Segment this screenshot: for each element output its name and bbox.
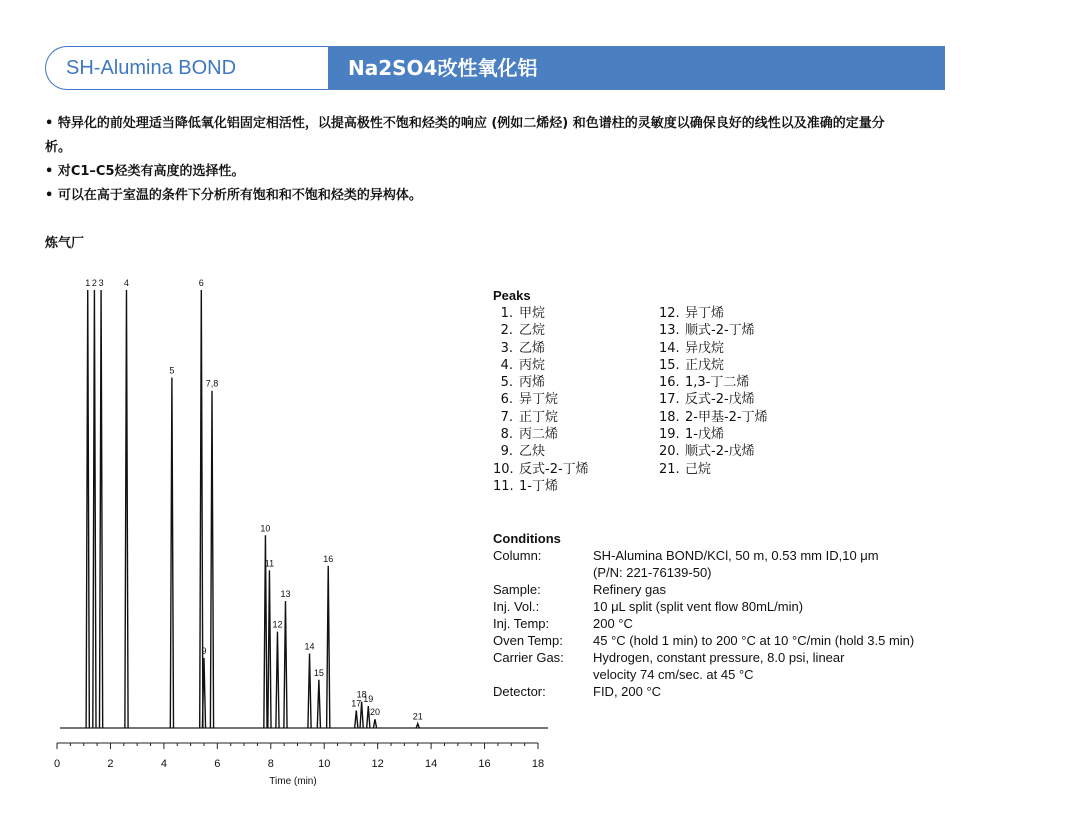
x-tick-label: 16 xyxy=(478,758,491,770)
condition-value-line: 10 μL split (split vent flow 80mL/min) xyxy=(593,599,804,614)
chromatogram-peak xyxy=(327,566,330,728)
condition-label: Inj. Temp: xyxy=(493,616,550,631)
peak-label: 17 xyxy=(351,698,362,709)
peak-number: 20. xyxy=(659,444,680,460)
peak-compound: 丙烯 xyxy=(519,375,546,391)
condition-row xyxy=(493,683,914,700)
conditions-panel xyxy=(493,531,914,700)
peak-compound: 乙炔 xyxy=(519,444,546,460)
peaks-title: Peaks xyxy=(493,288,531,303)
feature-item: • 可以在高于室温的条件下分析所有饱和和不饱和烃类的异构体。 xyxy=(45,188,422,203)
peak-compound: 反式-2-丁烯 xyxy=(519,461,589,477)
peak-compound: 正戊烷 xyxy=(685,357,725,373)
peak-compound: 反式-2-戊烯 xyxy=(685,392,755,408)
condition-value xyxy=(593,649,844,683)
peak-compound: 1-戊烯 xyxy=(685,427,724,443)
x-tick-label: 18 xyxy=(531,758,545,770)
peak-number: 2. xyxy=(500,323,513,339)
peak-legend-item xyxy=(659,305,768,322)
condition-row xyxy=(493,581,914,598)
peak-legend-item xyxy=(493,461,589,478)
condition-value-line: Hydrogen, constant pressure, 8.0 psi, linear xyxy=(593,650,845,665)
chart-subheading: 炼气厂 xyxy=(45,236,85,251)
peak-label: 16 xyxy=(323,553,334,564)
peak-number: 10. xyxy=(493,461,514,477)
chromatogram-peak xyxy=(170,378,173,728)
peak-label: 7,8 xyxy=(205,378,219,389)
x-tick-label: 8 xyxy=(267,758,274,770)
peak-legend-item xyxy=(493,322,589,339)
peak-number: 19. xyxy=(659,427,680,443)
peak-compound: 1,3-丁二烯 xyxy=(685,375,750,391)
condition-value xyxy=(593,632,914,649)
peak-legend-item xyxy=(659,409,768,426)
peak-compound: 丙烷 xyxy=(519,357,546,373)
conditions-title: Conditions xyxy=(493,531,561,546)
peak-label: 21 xyxy=(412,711,423,722)
condition-value xyxy=(593,683,661,700)
condition-value xyxy=(593,598,803,615)
peak-label: 1 xyxy=(85,278,91,288)
peak-label: 15 xyxy=(313,667,324,678)
condition-value xyxy=(593,615,633,632)
peak-label: 20 xyxy=(369,707,381,718)
peak-number: 13. xyxy=(659,323,680,339)
chromatogram-peak xyxy=(99,290,102,728)
peak-legend-item xyxy=(493,443,589,460)
peak-number: 5. xyxy=(500,375,513,391)
peak-number: 12. xyxy=(659,306,680,321)
x-tick-label: 2 xyxy=(107,758,114,770)
chromatogram-peak xyxy=(200,290,203,728)
chromatogram-peak xyxy=(125,290,128,728)
chromatogram-peak xyxy=(276,632,279,728)
peak-label: 5 xyxy=(169,365,175,376)
chromatogram-peak xyxy=(268,570,271,728)
peak-number: 16. xyxy=(659,375,680,391)
condition-value-line: (P/N: 221-76139-50) xyxy=(593,565,712,580)
header-banner xyxy=(45,46,945,90)
peak-label: 13 xyxy=(280,588,291,599)
chromatogram-peak xyxy=(373,719,376,728)
condition-row xyxy=(493,649,914,683)
condition-row xyxy=(493,632,914,649)
peak-label: 4 xyxy=(123,278,129,288)
feature-item: 析。 xyxy=(45,140,72,155)
condition-value xyxy=(593,547,879,581)
peak-legend-item xyxy=(659,426,768,443)
condition-value-line: 200 °C xyxy=(593,616,633,631)
peak-number: 6. xyxy=(500,392,513,408)
condition-label: Carrier Gas: xyxy=(493,650,564,665)
peak-compound: 2-甲基-2-丁烯 xyxy=(685,409,768,425)
peak-legend-item xyxy=(493,426,589,443)
peak-number: 11. xyxy=(493,478,514,494)
peak-label: 2 xyxy=(91,278,97,288)
peak-compound: 1-丁烯 xyxy=(519,478,558,494)
peak-compound: 乙烯 xyxy=(519,340,546,356)
chromatogram-peak xyxy=(284,601,287,728)
peak-label: 12 xyxy=(272,619,283,630)
peak-compound: 顺式-2-丁烯 xyxy=(685,323,755,339)
chromatogram-chart xyxy=(0,270,560,795)
peak-number: 3. xyxy=(500,340,513,356)
x-tick-label: 14 xyxy=(424,758,438,770)
peak-number: 15. xyxy=(659,357,680,373)
product-name-tab: SH-Alumina BOND xyxy=(45,46,349,90)
x-tick-label: 0 xyxy=(53,758,61,770)
condition-value-line: FID, 200 °C xyxy=(593,684,662,699)
feature-list xyxy=(45,112,950,208)
peak-legend-item xyxy=(659,461,768,478)
peak-legend-item xyxy=(493,409,589,426)
x-axis-label: Time (min) xyxy=(269,776,317,787)
condition-row xyxy=(493,547,914,581)
chromatogram-peak xyxy=(86,290,89,728)
peaks-column-1 xyxy=(493,305,589,495)
peaks-column-2 xyxy=(659,305,768,478)
peak-compound: 异丁烷 xyxy=(519,392,559,408)
peak-label: 14 xyxy=(304,641,315,652)
condition-label: Inj. Vol.: xyxy=(493,599,540,614)
peak-legend-item xyxy=(493,374,589,391)
peak-number: 17. xyxy=(659,392,680,408)
peak-legend-item xyxy=(659,374,768,391)
chromatogram-peak xyxy=(93,290,96,728)
peak-number: 9. xyxy=(500,444,513,460)
peak-compound: 甲烷 xyxy=(519,306,546,321)
product-subtitle-bar: Na2SO4改性氧化铝 xyxy=(328,46,945,90)
peak-label: 11 xyxy=(264,558,275,569)
chromatogram-peak xyxy=(355,710,358,728)
peak-legend-item xyxy=(493,357,589,374)
peak-legend-item xyxy=(659,443,768,460)
feature-item: • 特异化的前处理适当降低氧化铝固定相活性，以提高极性不饱和烃类的响应 (例如二烯烃) 和色谱柱的灵敏度以确保良好的线性以及准确的定量分 xyxy=(45,116,885,131)
chromatogram-peak xyxy=(317,680,320,728)
peak-number: 8. xyxy=(500,427,513,443)
peak-number: 21. xyxy=(659,461,680,477)
peak-label: 19 xyxy=(363,694,374,705)
condition-value-line: velocity 74 cm/sec. at 45 °C xyxy=(593,667,754,682)
peak-label: 6 xyxy=(198,278,204,288)
condition-label: Detector: xyxy=(493,684,546,699)
condition-row xyxy=(493,598,914,615)
chromatogram-peak xyxy=(308,654,311,728)
peak-number: 14. xyxy=(659,340,680,356)
x-tick-label: 10 xyxy=(318,758,331,770)
peak-legend-item xyxy=(493,478,589,495)
x-tick-label: 12 xyxy=(371,758,384,770)
peak-legend-item xyxy=(659,391,768,408)
peak-label: 18 xyxy=(356,689,367,700)
condition-label: Column: xyxy=(493,548,542,563)
x-tick-label: 6 xyxy=(214,758,221,770)
peak-number: 18. xyxy=(659,409,680,425)
peak-compound: 丙二烯 xyxy=(519,427,559,443)
x-tick-label: 4 xyxy=(160,758,167,770)
condition-row xyxy=(493,615,914,632)
feature-item: • 对C1–C5烃类有高度的选择性。 xyxy=(45,164,245,179)
peak-legend-item xyxy=(493,391,589,408)
chromatogram-peak xyxy=(210,391,213,728)
peak-compound: 正丁烷 xyxy=(519,409,559,425)
peak-legend-item xyxy=(493,305,589,322)
peak-number: 1. xyxy=(500,306,513,321)
peak-legend-item xyxy=(659,357,768,374)
condition-value-line: Refinery gas xyxy=(593,582,666,597)
peak-legend-item xyxy=(659,322,768,339)
peak-label: 3 xyxy=(98,278,104,288)
condition-label: Sample: xyxy=(493,582,541,597)
peak-compound: 异丁烯 xyxy=(685,306,725,321)
peak-number: 7. xyxy=(500,409,513,425)
chromatogram-peak xyxy=(416,724,419,728)
peaks-legend xyxy=(493,288,768,495)
condition-value-line: SH-Alumina BOND/KCl, 50 m, 0.53 mm ID,10 μm xyxy=(593,548,879,563)
peak-compound: 乙烷 xyxy=(519,323,546,339)
peak-number: 4. xyxy=(500,357,513,373)
peak-compound: 顺式-2-戊烯 xyxy=(685,444,755,460)
condition-value-line: 45 °C (hold 1 min) to 200 °C at 10 °C/min (hold 3.5 min) xyxy=(593,633,915,648)
condition-label: Oven Temp: xyxy=(493,633,563,648)
peak-compound: 异戊烷 xyxy=(685,340,725,356)
peak-label: 9 xyxy=(201,645,207,656)
condition-value xyxy=(593,581,666,598)
peak-legend-item xyxy=(493,340,589,357)
peak-label: 10 xyxy=(260,523,271,534)
peak-compound: 己烷 xyxy=(685,461,712,477)
peak-legend-item xyxy=(659,340,768,357)
